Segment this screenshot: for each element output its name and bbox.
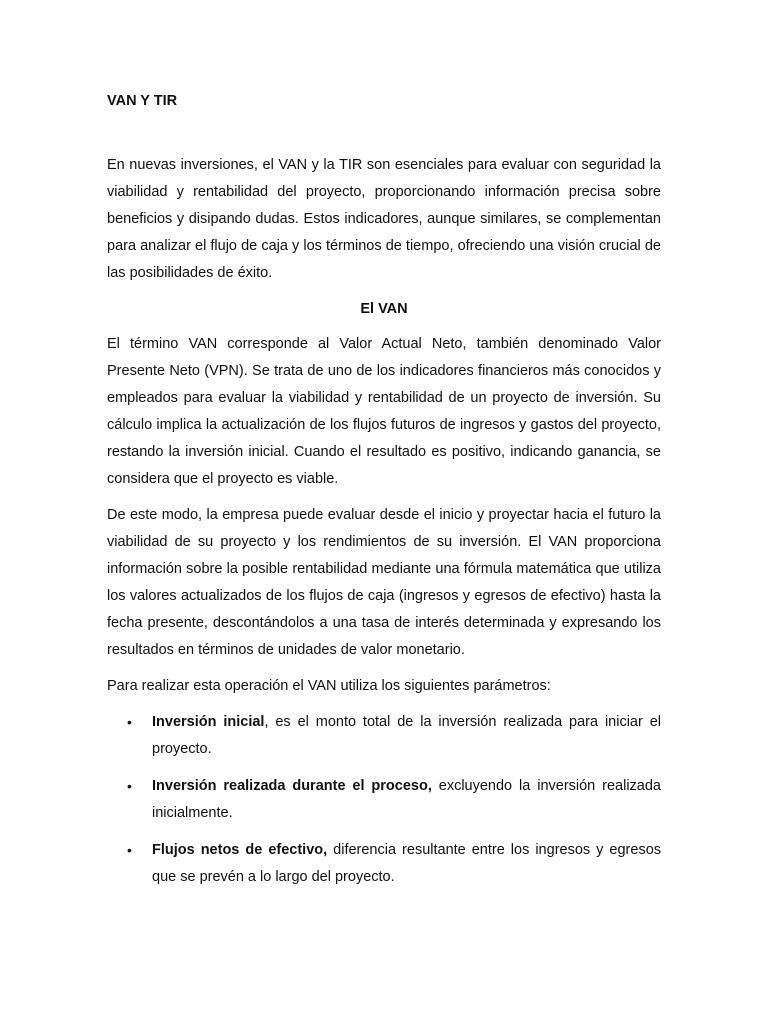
parameter-description: , es el monto total de la inversión realizada para iniciar el proyecto.: [152, 714, 661, 757]
document-title: VAN Y TIR: [107, 93, 178, 109]
section-heading-van: El VAN: [360, 301, 408, 317]
list-item: [107, 837, 661, 891]
list-item: [107, 709, 661, 763]
parameter-term: Inversión inicial: [152, 714, 265, 730]
parameter-description: excluyendo la inversión realizada inicialmente.: [152, 778, 661, 821]
bullet-icon: •: [127, 714, 132, 730]
bullet-icon: •: [127, 842, 132, 858]
parameter-term: Flujos netos de efectivo,: [152, 842, 328, 858]
parameters-list: [107, 709, 661, 891]
van-paragraph-1: El término VAN corresponde al Valor Actual Neto, también denominado Valor Presente Neto (VPN). Se trata de uno de los indicadores financieros más conocidos y empleados para evaluar la viabilidad y rentabilidad de un proyecto de inversión. Su cálculo implica la actualización de los flujos futuros de ingresos y gastos del proyecto, restando la inversión inicial. Cuando el resultado es positivo, indicando ganancia, se considera que el proyecto es viable.: [107, 336, 661, 487]
list-item: [107, 773, 661, 827]
bullet-icon: •: [127, 778, 132, 794]
intro-paragraph: En nuevas inversiones, el VAN y la TIR son esenciales para evaluar con seguridad la viabilidad y rentabilidad del proyecto, proporcionando información precisa sobre beneficios y disipando dudas. Estos indicadores, aunque similares, se complementan para analizar el flujo de caja y los términos de tiempo, ofreciendo una visión crucial de las posibilidades de éxito.: [107, 157, 661, 281]
parameter-term: Inversión realizada durante el proceso,: [152, 778, 432, 794]
parameter-description: diferencia resultante entre los ingresos y egresos que se prevén a lo largo del proyecto.: [152, 842, 662, 885]
van-paragraph-2: De este modo, la empresa puede evaluar desde el inicio y proyectar hacia el futuro la viabilidad de su proyecto y los rendimientos de su inversión. El VAN proporciona información sobre la posible rentabilidad mediante una fórmula matemática que utiliza los valores actualizados de los flujos de caja (ingresos y egresos de efectivo) hasta la fecha presente, descontándolos a una tasa de interés determinada y expresando los resultados en términos de unidades de valor monetario.: [107, 507, 661, 658]
van-paragraph-3: Para realizar esta operación el VAN utiliza los siguientes parámetros:: [107, 678, 551, 694]
